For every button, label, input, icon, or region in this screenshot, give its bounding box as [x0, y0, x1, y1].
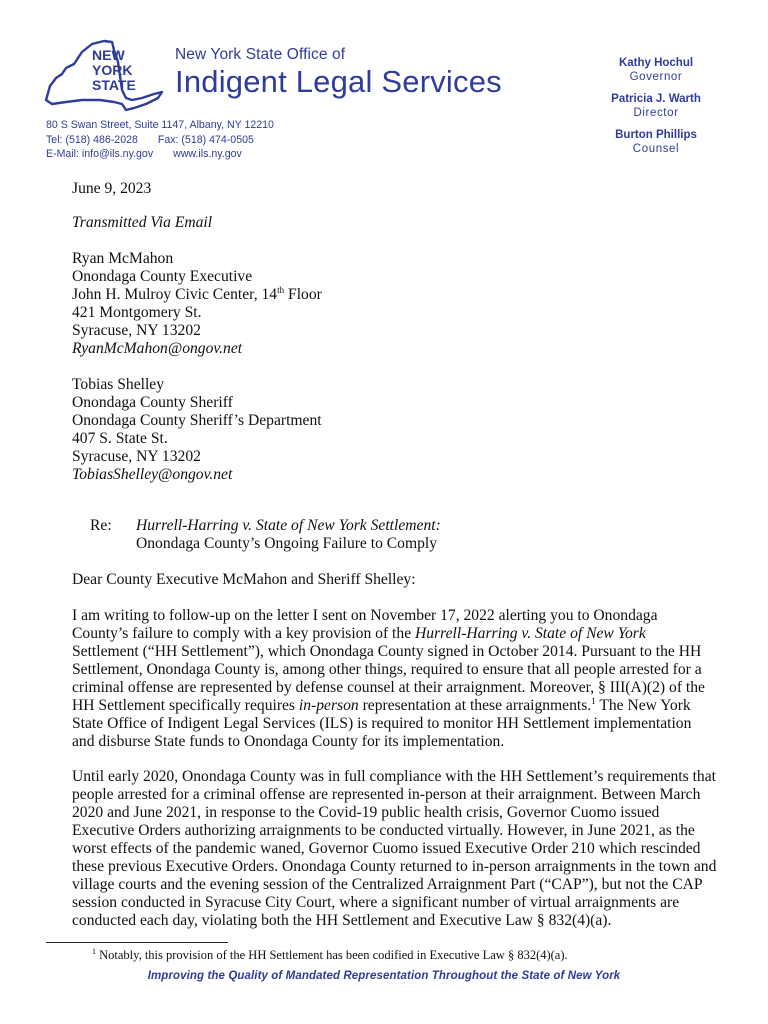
p2-line: village courts and the evening session of the Centralized Arraignment Part (“CAP”), but not the CAP [72, 876, 703, 893]
re-label: Re: [90, 517, 112, 534]
email-row [46, 147, 274, 162]
ny-state-shape-icon [42, 38, 172, 114]
org-name-top: New York State Office of [175, 46, 346, 63]
contact-info [46, 118, 274, 162]
recipient2-city: Syracuse, NY 13202 [72, 448, 201, 465]
p2-line: 2020 and June 2021, in response to the Covid-19 public health crisis, Governor Cuomo issued [72, 804, 660, 821]
p1-line: HH Settlement specifically requires in-person representation at these arraignments.$^1$ The New York [72, 695, 691, 714]
recipient2-street: 407 S. State St. [72, 430, 168, 447]
email-link[interactable]: E-Mail: info@ils.ny.gov [46, 148, 154, 160]
p2-line: session conducted in Syracuse City Court, where a significant number of virtual arraignments are [72, 894, 680, 911]
footer-tagline: Improving the Quality of Mandated Representation Throughout the State of New York [147, 970, 621, 982]
paragraph-1 [72, 607, 705, 751]
recipient2-department: Onondaga County Sheriff’s Department [72, 412, 322, 429]
recipient2-title: Onondaga County Sheriff [72, 394, 233, 411]
recipient1-street: 421 Montgomery St. [72, 304, 202, 321]
p1-line: State Office of Indigent Legal Services (ILS) is required to monitor HH Settlement implementation [72, 715, 692, 732]
recipient1-building: John H. Mulroy Civic Center, 14th Floor [72, 284, 322, 303]
p2-line: Executive Orders authorizing arraignments to be conducted virtually. However, in June 2021, as the [72, 822, 695, 839]
p1-line: and disburse State funds to Onondaga County for its implementation. [72, 733, 505, 750]
phone-row [46, 133, 274, 148]
tel: Tel: (518) 486-2028 [46, 133, 138, 146]
letter-date: June 9, 2023 [72, 180, 152, 197]
p2-line: conducted each day, violating both the HH Settlement and Executive Law § 832(4)(a). [72, 912, 612, 929]
logo-word-2: YORK [92, 62, 133, 78]
footnote-marker: 1 [92, 946, 96, 956]
footnote-text: Notably, this provision of the HH Settlement has been codified in Executive Law § 832(4)(a). [96, 948, 568, 962]
website-link[interactable]: www.ils.ny.gov [173, 148, 242, 160]
recipient2-name: Tobias Shelley [72, 376, 165, 393]
footnote-ref[interactable]: 1 [591, 695, 596, 706]
re-subject-line2: Onondaga County’s Ongoing Failure to Comply [136, 535, 438, 552]
logo-word-3: STATE [92, 77, 136, 93]
p2-line: people arrested for a criminal offense are represented in-person at their arraignment. Between March [72, 786, 701, 803]
footnote [92, 948, 568, 963]
officials-list [600, 56, 712, 164]
transmittal-note: Transmitted Via Email [72, 214, 213, 231]
address: 80 S Swan Street, Suite 1147, Albany, NY 12210 [46, 119, 274, 131]
paragraph-2 [72, 768, 717, 930]
official-name-counsel: Burton Phillips [615, 129, 697, 141]
p1-line: Settlement, Onondaga County is, among other things, required to ensure that all people arrested for a [72, 661, 702, 678]
org-name-main: Indigent Legal Services [175, 64, 502, 99]
p2-line: these previous Executive Orders. Onondaga County returned to in-person arraignments in the town and [72, 858, 717, 875]
recipient1-title: Onondaga County Executive [72, 268, 253, 285]
official-title-director: Director [633, 107, 679, 119]
p2-line: Until early 2020, Onondaga County was in full compliance with the HH Settlement’s requirements that [72, 768, 716, 785]
fax: Fax: (518) 474-0505 [157, 133, 254, 146]
recipient1-name: Ryan McMahon [72, 250, 174, 267]
official-title-governor: Governor [629, 71, 683, 83]
p2-line: worst effects of the pandemic waned, Governor Cuomo issued Executive Order 210 which rescinded [72, 840, 701, 857]
p1-line: County’s failure to comply with a key provision of the Hurrell-Harring v. State of New York [72, 625, 646, 642]
recipient1-email[interactable]: RyanMcMahon@ongov.net [72, 340, 243, 357]
nys-logo [42, 38, 172, 114]
logo-word-1: NEW [92, 47, 125, 63]
p1-line: Settlement (“HH Settlement”), which Onondaga County signed in October 2014. Pursuant to the HH [72, 643, 702, 660]
official-name-governor: Kathy Hochul [618, 57, 694, 69]
official-name-director: Patricia J. Warth [611, 93, 701, 105]
re-subject [136, 517, 441, 553]
recipient1-city: Syracuse, NY 13202 [72, 322, 201, 339]
p1-line: I am writing to follow-up on the letter I sent on November 17, 2022 alerting you to Onondaga [72, 607, 658, 624]
salutation: Dear County Executive McMahon and Sheriff Shelley: [72, 571, 416, 588]
re-subject-line1: Hurrell-Harring v. State of New York Settlement: [136, 517, 441, 534]
footnote-divider [46, 942, 228, 943]
org-name [175, 46, 502, 100]
recipient2-email[interactable]: TobiasShelley@ongov.net [72, 466, 233, 483]
official-title-counsel: Counsel [632, 143, 680, 155]
p1-line: criminal offense are represented by defense counsel at their arraignment. Moreover, § III(A)(2) of the [72, 679, 705, 696]
